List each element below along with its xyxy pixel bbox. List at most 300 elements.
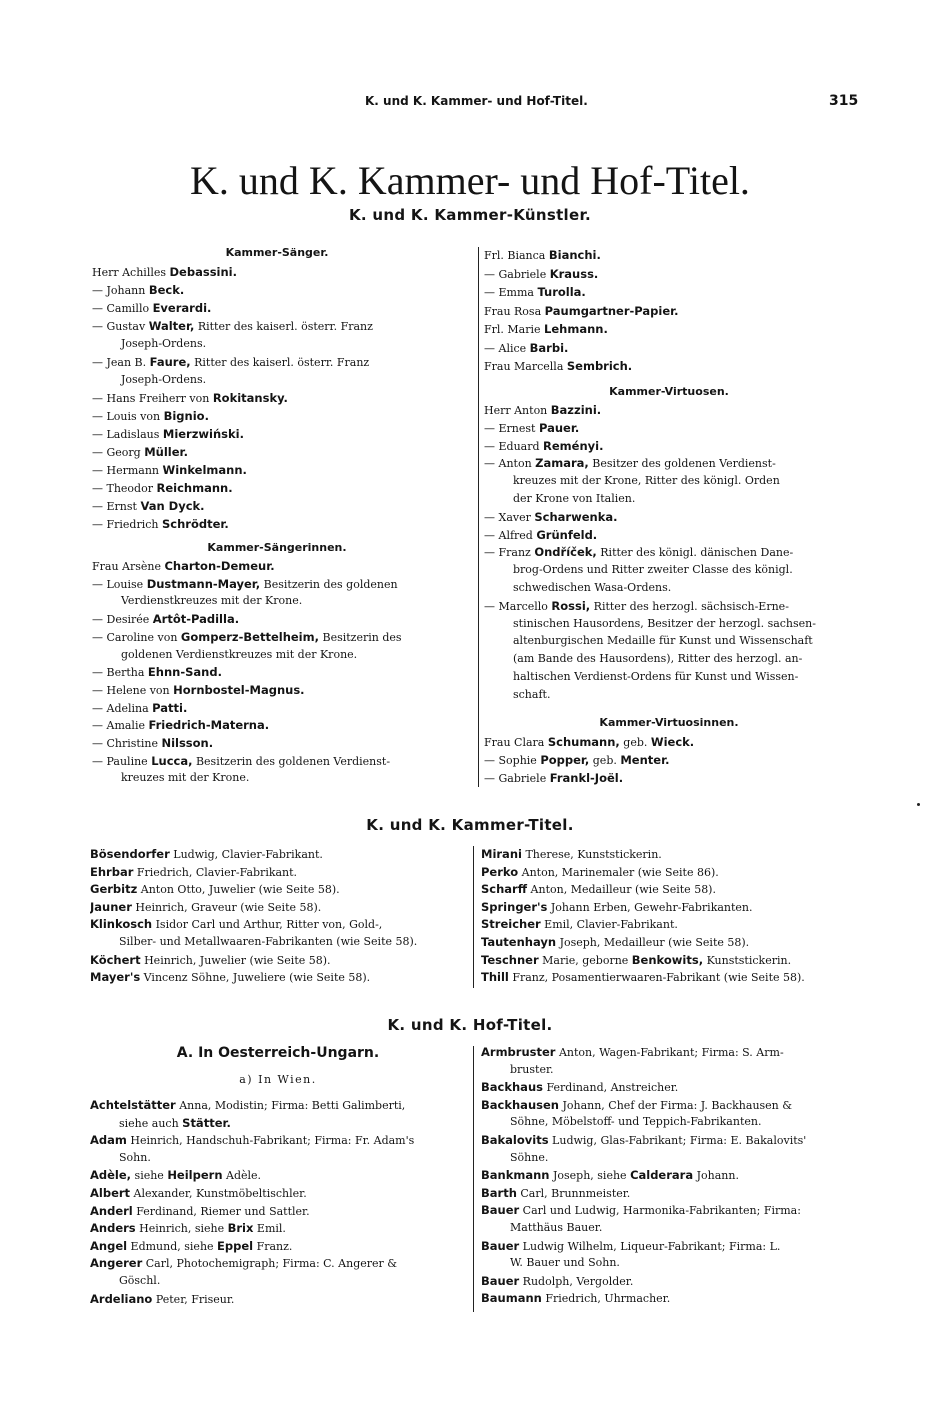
entry-name: Adam <box>90 1133 127 1148</box>
entry-text: Carl, Photochemigraph; Firma: C. Angerer & <box>142 1257 398 1271</box>
entry-name: Jauner <box>90 899 132 914</box>
entry-text: Marie, geborne <box>538 953 632 967</box>
list-item <box>90 1114 231 1133</box>
entry-name: Mirani <box>481 847 522 861</box>
entry-name: Sembrich. <box>566 359 633 373</box>
list-item <box>481 863 719 882</box>
entry-text: — Caroline von <box>92 630 181 644</box>
entry-text: — Anton <box>484 457 536 471</box>
section-hof-titel: K. und K. Hof-Titel. <box>387 1016 553 1034</box>
list-item <box>92 681 305 700</box>
entry-name: Reichmann. <box>156 481 233 495</box>
entry-name: Angel <box>90 1238 128 1253</box>
list-item <box>90 1237 292 1256</box>
entry-name: Backhausen <box>481 1097 559 1112</box>
entry-name: Nilsson. <box>161 736 214 750</box>
entry-text: Peter, Friseur. <box>152 1292 235 1306</box>
entry-text: (am Bande des Hausordens), Ritter des herzogl. an- <box>513 652 803 666</box>
entry-text: Frl. Marie <box>484 323 545 336</box>
entry-text: Heinrich, siehe <box>135 1222 228 1236</box>
entry-text: Silber- und Metallwaaren-Fabrikanten (wie Seite 58). <box>119 935 418 948</box>
entry-text: Friedrich, Clavier-Fabrikant. <box>133 865 298 879</box>
entry-text: Herr Anton <box>484 404 551 417</box>
entry-name: Ehrbar <box>90 864 134 879</box>
entry-text: Kunststickerin. <box>703 953 792 967</box>
list-item <box>90 1272 160 1290</box>
list-item <box>481 1043 784 1062</box>
list-item <box>90 1149 151 1167</box>
entry-text: Herr Achilles <box>92 266 170 279</box>
list-item <box>481 880 716 899</box>
entry-text: Franz. <box>253 1239 293 1253</box>
list-item <box>484 419 579 438</box>
entry-name: Frankl-Joël. <box>549 771 624 785</box>
list-item <box>90 845 323 864</box>
entry-name: Bazzini. <box>550 403 602 417</box>
entry-text: — Franz <box>484 546 535 560</box>
entry-text: Besitzerin des goldenen <box>260 577 398 591</box>
list-item <box>481 1131 806 1150</box>
entry-text: Verdienstkreuzes mit der Krone. <box>121 594 303 608</box>
entry-text: Anton, Wagen-Fabrikant; Firma: S. Arm- <box>555 1046 784 1059</box>
entry-text: Isidor Carl und Arthur, Ritter von, Gold-, <box>152 918 383 932</box>
entry-name: Lehmann. <box>544 322 608 336</box>
entry-name: Streicher <box>481 917 541 932</box>
entry-name: Everardi. <box>152 301 212 315</box>
entry-name: Grünfeld. <box>536 527 598 542</box>
entry-name: Müller. <box>144 445 188 459</box>
entry-name: Friedrich-Materna. <box>148 718 270 733</box>
entry-text: Carl, Brunnmeister. <box>516 1186 631 1200</box>
section-kammer-kuenstler: K. und K. Kammer-Künstler. <box>348 206 592 224</box>
list-item <box>92 592 302 610</box>
entry-text: Friedrich, Uhrmacher. <box>541 1292 671 1306</box>
list-item <box>92 663 222 682</box>
entry-text: bruster. <box>510 1062 554 1076</box>
entry-name: Van Dyck. <box>140 499 205 513</box>
list-item <box>92 716 269 735</box>
subhead-kammer-saengerinnen: Kammer-Sängerinnen. <box>207 541 347 554</box>
entry-name: Armbruster <box>481 1045 556 1059</box>
entry-text: geb. <box>619 736 651 749</box>
list-item <box>484 597 789 616</box>
entry-text: Heinrich, Graveur (wie Seite 58). <box>131 900 322 914</box>
entry-text: W. Bauer und Sohn. <box>510 1256 620 1270</box>
entry-text: Frau Clara <box>484 736 548 749</box>
entry-text: — Louise <box>92 577 147 591</box>
list-item <box>484 437 603 456</box>
list-item <box>484 339 568 358</box>
list-item <box>484 246 601 265</box>
entry-text: — Amalie <box>92 719 149 733</box>
list-item <box>92 407 209 426</box>
list-item <box>484 668 798 686</box>
entry-text: — Camillo <box>92 302 153 315</box>
entry-text: Frau Arsène <box>92 560 165 573</box>
list-item <box>484 490 635 508</box>
list-item <box>92 263 237 282</box>
list-item <box>92 734 213 753</box>
subhead-kammer-saenger: Kammer-Sänger. <box>225 246 329 259</box>
entry-text: — Marcello <box>484 599 552 613</box>
list-item <box>92 389 288 408</box>
entry-text: kreuzes mit der Krone, Ritter des königl. Orden <box>513 474 780 488</box>
list-item <box>481 898 753 917</box>
entry-name: Dustmann-Mayer, <box>146 576 261 591</box>
subhead-kammer-virtuosen: Kammer-Virtuosen. <box>609 385 729 398</box>
list-item <box>92 425 244 444</box>
entry-name: Perko <box>481 864 519 879</box>
entry-name: Reményi. <box>543 438 604 453</box>
page-number: 315 <box>829 93 859 109</box>
entry-name: Adèle, <box>90 1168 132 1183</box>
list-item <box>92 371 206 389</box>
entry-text: Johann, Chef der Firma: J. Backhausen & <box>558 1098 793 1112</box>
entry-name: Bankmann <box>481 1168 550 1183</box>
entry-name: Thill <box>481 970 509 985</box>
entry-text: Matthäus Bauer. <box>510 1221 603 1234</box>
list-item <box>90 880 340 899</box>
page-title: K. und K. Kammer- und Hof-Titel. <box>190 158 750 203</box>
entry-text: — Pauline <box>92 754 152 768</box>
list-item <box>92 610 239 629</box>
entry-text: — Hermann <box>92 464 163 477</box>
entry-name: Bauer <box>481 1238 520 1253</box>
entry-name: Popper, <box>540 753 590 767</box>
list-item <box>481 951 791 970</box>
entry-name: Schrödter. <box>161 517 229 531</box>
entry-text: — Emma <box>484 286 538 299</box>
entry-name: Bauer <box>481 1203 520 1218</box>
list-item <box>92 515 229 534</box>
entry-text: — Sophie <box>484 754 541 767</box>
entry-text: Joseph, siehe <box>549 1169 631 1183</box>
entry-name: Hornbostel-Magnus. <box>173 682 305 697</box>
entry-name: Mierzwiński. <box>162 427 244 441</box>
list-item <box>92 699 187 718</box>
entry-text: haltischen Verdienst-Ordens für Kunst und Wissen- <box>513 670 799 683</box>
list-item <box>484 265 598 284</box>
list-item <box>484 472 780 490</box>
entry-text: Ludwig, Clavier-Fabrikant. <box>169 848 323 861</box>
list-item <box>484 526 597 545</box>
entry-name: Anderl <box>90 1203 133 1218</box>
column-divider <box>478 247 479 787</box>
entry-text: Ludwig, Glas-Fabrikant; Firma: E. Bakalovits' <box>548 1134 807 1147</box>
entry-text: Göschl. <box>119 1274 161 1287</box>
list-item <box>481 1201 801 1220</box>
entry-text: siehe <box>131 1169 168 1183</box>
list-item <box>481 1078 678 1097</box>
entry-name: Rossi, <box>551 598 591 613</box>
entry-name: Wieck. <box>650 735 695 749</box>
list-item <box>484 283 586 302</box>
entry-name: Barth <box>481 1185 517 1200</box>
column-divider-kammer-titel <box>473 846 474 988</box>
list-item <box>484 508 617 527</box>
entry-name: Klinkosch <box>90 917 153 932</box>
list-item <box>484 357 632 376</box>
list-item <box>92 479 233 498</box>
list-item <box>484 401 601 420</box>
list-item <box>90 1219 286 1238</box>
entry-text: Besitzerin des <box>318 630 402 644</box>
entry-text: — Gustav <box>92 320 149 333</box>
entry-text: Johann Erben, Gewehr-Fabrikanten. <box>547 900 753 914</box>
entry-text: Alexander, Kunstmöbeltischler. <box>130 1187 307 1200</box>
list-item <box>481 845 662 864</box>
entry-text: brog-Ordens und Ritter zweiter Classe des königl. <box>513 563 793 577</box>
entry-name: Bakalovits <box>481 1133 549 1147</box>
entry-name: Bignio. <box>163 409 209 423</box>
entry-text: Söhne. <box>510 1150 549 1164</box>
entry-name: Stätter. <box>182 1115 231 1130</box>
list-item <box>484 543 793 562</box>
list-item <box>481 1184 630 1203</box>
entry-name: Bösendorfer <box>90 847 170 861</box>
entry-text: Frau Rosa <box>484 304 545 318</box>
entry-text: Ritter des kaiserl. österr. Franz <box>194 320 373 333</box>
entry-text: — Alfred <box>484 528 537 542</box>
list-item <box>90 968 370 987</box>
entry-text: Therese, Kunststickerin. <box>521 848 662 861</box>
entry-text: Joseph, Medailleur (wie Seite 58). <box>556 936 750 949</box>
list-item <box>484 615 816 633</box>
entry-text: Joseph-Ordens. <box>121 373 207 386</box>
entry-text: — Friedrich <box>92 518 162 531</box>
entry-name: Patti. <box>152 700 188 715</box>
list-item <box>484 320 608 339</box>
entry-text: Besitzer des goldenen Verdienst- <box>588 457 776 471</box>
entry-text: stinischen Hausordens, Besitzer der herzogl. sachsen- <box>513 616 816 630</box>
list-item <box>481 1272 633 1291</box>
entry-name: Bauer <box>481 1273 520 1288</box>
entry-text: Joseph-Ordens. <box>121 337 207 350</box>
list-item <box>484 632 813 650</box>
list-item <box>90 1184 307 1203</box>
entry-text: schaft. <box>513 687 551 701</box>
list-item <box>92 335 206 353</box>
entry-name: Eppel <box>217 1238 254 1253</box>
list-item <box>90 915 382 934</box>
entry-text: goldenen Verdienstkreuzes mit der Krone. <box>121 647 358 661</box>
entry-name: Paumgartner-Papier. <box>544 303 679 318</box>
list-item <box>90 951 331 970</box>
list-item <box>484 686 550 704</box>
list-item <box>484 561 793 579</box>
entry-name: Ardeliano <box>90 1291 153 1306</box>
entry-name: Scharff <box>481 882 528 897</box>
list-item <box>481 915 678 934</box>
entry-name: Artôt-Padilla. <box>152 612 240 627</box>
entry-text: Frl. Bianca <box>484 249 549 262</box>
list-item <box>90 898 321 917</box>
entry-text: — Johann <box>92 284 149 297</box>
list-item <box>92 646 357 664</box>
list-item <box>90 1202 310 1221</box>
list-item <box>481 1113 761 1131</box>
list-item <box>90 1166 261 1185</box>
entry-text: — Alice <box>484 341 530 355</box>
entry-name: Tautenhayn <box>481 935 557 949</box>
entry-text: Sohn. <box>119 1150 151 1164</box>
entry-text: Anton, Marinemaler (wie Seite 86). <box>518 865 719 879</box>
list-item <box>92 461 247 480</box>
list-item <box>481 1254 620 1272</box>
entry-text: Johann. <box>693 1169 739 1183</box>
entry-text: — Gabriele <box>484 772 550 785</box>
entry-text: — Eduard <box>484 439 544 453</box>
section-kammer-titel: K. und K. Kammer-Titel. <box>366 816 574 834</box>
entry-name: Debassini. <box>169 265 237 279</box>
entry-name: Mayer's <box>90 970 141 985</box>
entry-name: Angerer <box>90 1256 143 1271</box>
entry-text: Vincenz Söhne, Juweliere (wie Seite 58). <box>140 971 371 985</box>
list-item <box>484 733 694 752</box>
entry-text: kreuzes mit der Krone. <box>121 771 250 785</box>
list-item <box>92 557 275 576</box>
entry-text: — Theodor <box>92 482 157 495</box>
list-item <box>90 1131 414 1150</box>
list-item <box>92 628 402 647</box>
list-item <box>481 1149 548 1167</box>
entry-text: — Georg <box>92 446 145 459</box>
entry-name: Lucca, <box>151 753 193 768</box>
entry-name: Menter. <box>620 753 670 767</box>
list-item <box>481 1289 670 1308</box>
list-item <box>92 752 390 771</box>
entry-text: Frau Marcella <box>484 360 567 373</box>
entry-name: Ehnn-Sand. <box>147 665 222 680</box>
entry-text: Ferdinand, Anstreicher. <box>542 1081 679 1095</box>
entry-text: siehe auch <box>119 1116 183 1130</box>
entry-text: — Adelina <box>92 701 153 715</box>
list-item <box>90 1290 234 1309</box>
entry-text: Heinrich, Juwelier (wie Seite 58). <box>140 953 331 967</box>
entry-name: Pauer. <box>538 420 580 435</box>
list-item <box>92 497 205 516</box>
entry-name: Springer's <box>481 899 548 914</box>
entry-name: Brix <box>227 1221 254 1236</box>
subhead-kammer-virtuosinnen: Kammer-Virtuosinnen. <box>599 716 739 729</box>
list-item <box>484 751 670 770</box>
list-item <box>484 769 623 788</box>
list-item <box>90 1254 397 1273</box>
list-item <box>92 443 188 462</box>
entry-name: Scharwenka. <box>534 509 618 524</box>
entry-text: — Ernest <box>484 421 539 435</box>
entry-text: Anton, Medailleur (wie Seite 58). <box>527 883 716 897</box>
column-divider-hof-titel <box>473 1046 474 1312</box>
entry-text: Ferdinand, Riemer und Sattler. <box>132 1204 310 1218</box>
entry-text: Heinrich, Handschuh-Fabrikant; Firma: Fr. Adam's <box>126 1134 415 1148</box>
entry-name: Gerbitz <box>90 882 138 897</box>
entry-text: — Desirée <box>92 613 153 627</box>
list-item <box>481 1237 780 1256</box>
entry-name: Calderara <box>630 1168 694 1183</box>
list-item <box>92 575 398 594</box>
entry-text: — Gabriele <box>484 267 550 281</box>
list-item <box>90 1096 405 1115</box>
entry-name: Zamara, <box>535 456 589 471</box>
entry-name: Backhaus <box>481 1080 543 1095</box>
entry-name: Bianchi. <box>548 248 601 262</box>
entry-name: Schumann, <box>547 735 620 749</box>
list-item <box>481 1166 739 1185</box>
entry-text: — Xaver <box>484 510 535 524</box>
entry-name: Baumann <box>481 1291 542 1306</box>
entry-text: Rudolph, Vergolder. <box>519 1274 634 1288</box>
entry-name: Charton-Demeur. <box>164 559 275 573</box>
entry-text: Emil. <box>253 1222 286 1236</box>
entry-text: Emil, Clavier-Fabrikant. <box>540 918 678 932</box>
entry-text: schwedischen Wasa-Ordens. <box>513 581 672 594</box>
entry-text: Ludwig Wilhelm, Liqueur-Fabrikant; Firma: L. <box>519 1239 781 1253</box>
list-item <box>481 1061 554 1079</box>
entry-name: Albert <box>90 1186 131 1200</box>
list-item <box>481 933 749 952</box>
entry-text: Anna, Modistin; Firma: Betti Galimberti, <box>175 1099 406 1112</box>
entry-text: geb. <box>589 754 621 767</box>
entry-text: Edmund, siehe <box>127 1239 218 1253</box>
entry-name: Barbi. <box>529 340 569 355</box>
entry-text: Adèle. <box>222 1169 262 1183</box>
entry-text: Franz, Posamentierwaaren-Fabrikant (wie Seite 58). <box>508 971 805 985</box>
entry-name: Gomperz-Bettelheim, <box>180 629 319 644</box>
list-item <box>481 1096 792 1115</box>
entry-name: Achtelstätter <box>90 1098 176 1112</box>
entry-text: Anton Otto, Juwelier (wie Seite 58). <box>137 883 340 897</box>
list-item <box>484 302 679 321</box>
entry-name: Faure, <box>149 355 191 369</box>
entry-text: — Ladislaus <box>92 428 163 441</box>
entry-name: Anders <box>90 1221 136 1236</box>
entry-text: Söhne, Möbelstoff- und Teppich-Fabrikanten. <box>510 1115 762 1129</box>
entry-name: Winkelmann. <box>162 463 247 477</box>
entry-text: Ritter des königl. dänischen Dane- <box>596 546 794 560</box>
entry-text: — Christine <box>92 737 162 750</box>
entry-name: Turolla. <box>537 285 586 299</box>
list-item <box>484 454 776 473</box>
entry-text: Ritter des kaiserl. österr. Franz <box>190 356 370 369</box>
entry-text: altenburgischen Medaille für Kunst und Wissenschaft <box>513 634 813 648</box>
entry-text: Besitzerin des goldenen Verdienst- <box>192 754 391 768</box>
entry-text: der Krone von Italien. <box>513 492 636 505</box>
entry-text: — Louis von <box>92 410 164 423</box>
entry-text: — Ernst <box>92 500 141 513</box>
entry-name: Ondříček, <box>534 545 597 560</box>
list-item <box>92 317 373 336</box>
entry-text: Ritter des herzogl. sächsisch-Erne- <box>590 599 789 613</box>
entry-name: Walter, <box>148 319 195 333</box>
list-item <box>481 1219 602 1237</box>
list-item <box>484 650 802 668</box>
entry-text: — Hans Freiherr von <box>92 392 213 405</box>
running-head: K. und K. Kammer- und Hof-Titel. <box>365 94 588 108</box>
entry-text: — Bertha <box>92 666 148 680</box>
entry-name: Köchert <box>90 952 141 967</box>
entry-text: Carl und Ludwig, Harmonika-Fabrikanten; Firma: <box>519 1204 801 1218</box>
entry-name: Teschner <box>481 952 539 967</box>
entry-text: — Helene von <box>92 683 174 697</box>
list-item <box>90 863 297 882</box>
entry-name: Krauss. <box>549 266 599 281</box>
list-item <box>90 933 417 951</box>
subhead-oesterreich-ungarn: A. In Oesterreich-Ungarn. <box>176 1045 380 1061</box>
entry-name: Beck. <box>148 283 185 297</box>
entry-text: — Jean B. <box>92 356 150 369</box>
entry-name: Rokitansky. <box>212 391 288 405</box>
